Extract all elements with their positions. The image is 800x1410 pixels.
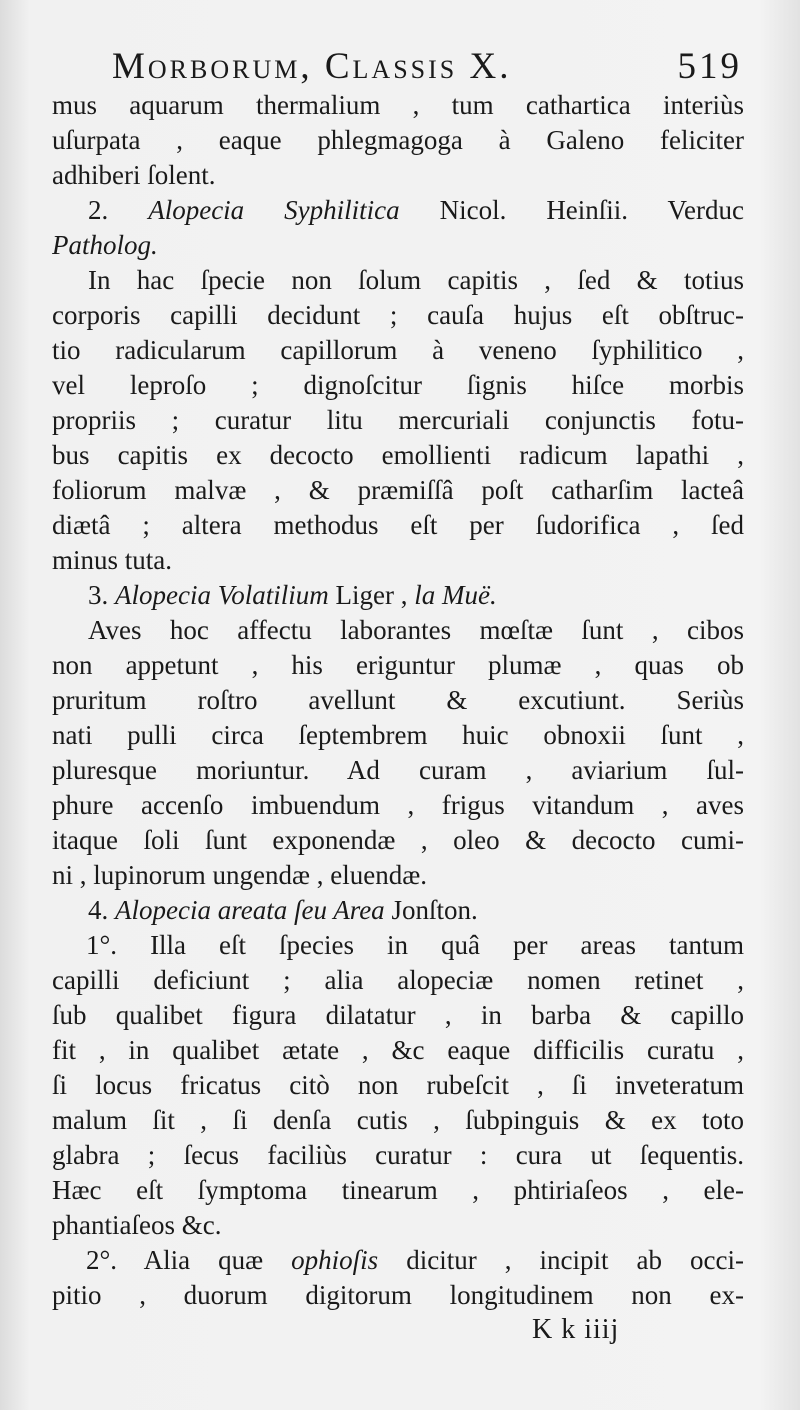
- text-line: foliorum malvæ , & præmiſſâ poſt catharſim lacteâ: [52, 475, 744, 505]
- text-line: minus tuta.: [52, 545, 172, 575]
- text-line: pruritum roſtro avellunt & excutiunt. Seriùs: [52, 685, 744, 715]
- text-line: nati pulli circa ſeptembrem huic obnoxii ſunt ,: [52, 720, 744, 750]
- section-authority-cont: Patholog.: [52, 230, 158, 260]
- section-title: Alopecia Syphilitica: [148, 195, 400, 225]
- text-line: capilli deficiunt ; alia alopeciæ nomen retinet ,: [52, 965, 744, 995]
- page-number: 519: [677, 46, 742, 87]
- text-line: ſi locus fricatus citò non rubeſcit , ſi inveteratum: [52, 1070, 744, 1100]
- running-header: [112, 42, 742, 92]
- text-line: pluresque moriuntur. Ad curam , aviarium ſul-: [52, 755, 744, 785]
- text-line: vel leproſo ; dignoſcitur ſignis hiſce morbis: [52, 370, 744, 400]
- signature-mark: K k iiij: [532, 1314, 620, 1345]
- text-line: corporis capilli decidunt ; cauſa hujus eſt obſtruc-: [52, 300, 744, 330]
- section-heading-4: [52, 893, 744, 928]
- text-line: Hæc eſt ſymptoma tinearum , phtiriaſeos , ele-: [52, 1175, 744, 1205]
- text-line: In hac ſpecie non ſolum capitis , ſed & totius: [88, 265, 744, 295]
- text-line: ſub qualibet figura dilatatur , in barba & capillo: [52, 1000, 744, 1030]
- text-line: [52, 1243, 744, 1278]
- text-line: itaque ſoli ſunt exponendæ , oleo & decocto cumi-: [52, 825, 744, 855]
- section-title: Alopecia areata ſeu Area: [115, 895, 385, 925]
- text-line: uſurpata , eaque phlegmagoga à Galeno feliciter: [52, 125, 744, 155]
- text-line: non appetunt , his eriguntur plumæ , quas ob: [52, 650, 744, 680]
- text-line: bus capitis ex decocto emollienti radicum lapathi ,: [52, 440, 744, 470]
- text-line: phantiaſeos &c.: [52, 1210, 222, 1240]
- section-authority: Liger ,: [335, 580, 408, 610]
- section-authority: Nicol. Heinſii. Verduc: [439, 195, 744, 225]
- text-line: pitio , duorum digitorum longitudinem non ex-: [52, 1280, 744, 1310]
- text-line: fit , in qualibet ætate , &c eaque difficilis curatu ,: [52, 1035, 744, 1065]
- section-number: 2.: [88, 195, 109, 225]
- section-authority-italic: la Muë.: [414, 580, 497, 610]
- text-line: ni , lupinorum ungendæ , eluendæ.: [52, 860, 427, 890]
- text-line: phure accenſo imbuendum , frigus vitandum , aves: [52, 790, 744, 820]
- text-line: Aves hoc affectu laborantes mœſtæ ſunt , cibos: [88, 615, 744, 645]
- text-body: [52, 88, 744, 1313]
- text-line: tio radicularum capillorum à veneno ſyphilitico ,: [52, 335, 744, 365]
- text-line: diætâ ; altera methodus eſt per ſudorifica , ſed: [52, 510, 744, 540]
- section-number: 4.: [88, 895, 109, 925]
- text-line: 1°. Illa eſt ſpecies in quâ per areas tantum: [86, 930, 744, 960]
- term-italic: ophioſis: [291, 1245, 379, 1275]
- section-heading-3: [52, 578, 744, 613]
- section-number: 3.: [88, 580, 109, 610]
- text-line: malum ſit , ſi denſa cutis , ſubpinguis & ex toto: [52, 1105, 744, 1135]
- text-line: adhiberi ſolent.: [52, 160, 216, 190]
- section-heading-2: [52, 193, 744, 228]
- text-line: glabra ; ſecus faciliùs curatur : cura ut ſequentis.: [52, 1140, 744, 1170]
- text-run: 2°. Alia quæ: [86, 1245, 264, 1275]
- text-run: dicitur , incipit ab occi-: [406, 1245, 744, 1275]
- text-line: mus aquarum thermalium , tum cathartica interiùs: [52, 90, 744, 120]
- section-authority: Jonſton.: [391, 895, 478, 925]
- text-line: propriis ; curatur litu mercuriali conjunctis fotu-: [52, 405, 744, 435]
- section-title: Alopecia Volatilium: [115, 580, 329, 610]
- running-title: Morborum, Classis X.: [112, 46, 512, 87]
